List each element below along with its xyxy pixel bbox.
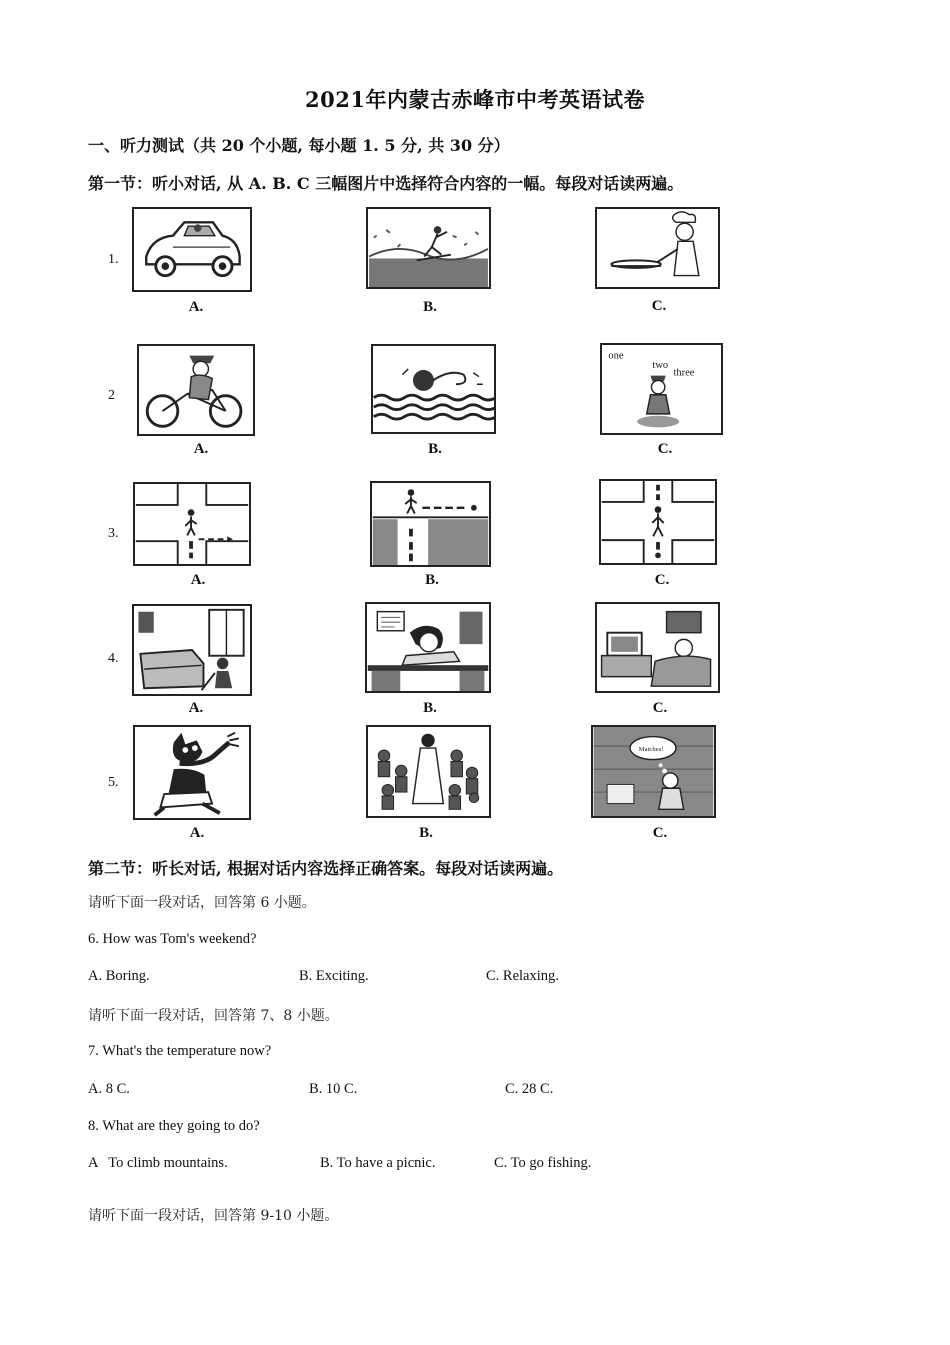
- instruction-q9-10: 请听下面一段对话，回答第 9-10 小题。: [88, 1208, 339, 1224]
- option-label: C.: [654, 572, 670, 588]
- watching-tv-picture[interactable]: [595, 602, 720, 693]
- dancing-picture[interactable]: [600, 343, 723, 435]
- thinking-person-picture[interactable]: [591, 725, 716, 818]
- option-label: A.: [189, 825, 205, 841]
- question-6: 6. How was Tom's weekend?: [88, 931, 257, 947]
- q8-option-c[interactable]: C. To go fishing.: [494, 1155, 592, 1171]
- q7-option-c[interactable]: C. 28 C.: [505, 1081, 554, 1097]
- option-label: C.: [652, 825, 668, 841]
- swimming-picture[interactable]: [371, 344, 496, 434]
- row-number: 3.: [108, 526, 119, 541]
- option-label: B.: [419, 825, 433, 841]
- snow-white-dwarfs-picture[interactable]: [366, 725, 491, 818]
- car-picture[interactable]: [132, 207, 252, 292]
- question-8: 8. What are they going to do?: [88, 1118, 260, 1134]
- q7-option-b[interactable]: B. 10 C.: [309, 1081, 358, 1097]
- row-number: 1.: [108, 252, 119, 267]
- option-label: B.: [423, 299, 437, 315]
- option-label: B.: [425, 572, 439, 588]
- q7-option-a[interactable]: A. 8 C.: [88, 1081, 130, 1097]
- instruction-q7-8: 请听下面一段对话，回答第 7、8 小题。: [88, 1008, 339, 1024]
- section2-instruction: 第二节：听长对话, 根据对话内容选择正确答案。每段对话读两遍。: [88, 859, 564, 878]
- option-label: C.: [657, 441, 673, 457]
- t-junction-picture[interactable]: [370, 481, 491, 567]
- q8-option-b[interactable]: B. To have a picnic.: [320, 1155, 436, 1171]
- section1-instruction: 第一节：听小对话, 从 A. B. C 三幅图片中选择符合内容的一幅。每段对话读两遍。: [88, 174, 684, 193]
- snow-skiing-picture[interactable]: [366, 207, 491, 289]
- option-label: A.: [188, 700, 204, 716]
- speech-three: three: [673, 367, 695, 379]
- q6-option-b[interactable]: B. Exciting.: [299, 968, 369, 984]
- speech-two: two: [652, 359, 669, 371]
- question-7: 7. What's the temperature now?: [88, 1043, 272, 1059]
- q8-option-a[interactable]: A To climb mountains.: [88, 1155, 228, 1171]
- option-label: B.: [428, 441, 442, 457]
- part-heading: 一、听力测试（共 20 个小题, 每小题 1. 5 分, 共 30 分）: [88, 136, 510, 155]
- row-number: 4.: [108, 651, 119, 666]
- q6-option-c[interactable]: C. Relaxing.: [486, 968, 559, 984]
- crossroad-turn-right-picture[interactable]: [133, 482, 251, 566]
- speech-matches: Matches!: [638, 745, 664, 753]
- speech-one: one: [608, 350, 624, 362]
- row-number: 2: [108, 388, 115, 403]
- q6-option-a[interactable]: A. Boring.: [88, 968, 150, 984]
- option-label: C.: [651, 298, 667, 314]
- cooking-picture[interactable]: [595, 207, 720, 289]
- option-label: B.: [423, 700, 437, 716]
- option-label: A.: [188, 299, 204, 315]
- studying-at-desk-picture[interactable]: [365, 602, 491, 693]
- page-title: 2021年内蒙古赤峰市中考英语试卷: [305, 87, 645, 112]
- row-number: 5.: [108, 775, 119, 790]
- option-label: A.: [190, 572, 206, 588]
- cycling-picture[interactable]: [137, 344, 255, 436]
- instruction-q6: 请听下面一段对话，回答第 6 小题。: [88, 895, 316, 911]
- cleaning-room-picture[interactable]: [132, 604, 252, 696]
- option-label: C.: [652, 700, 668, 716]
- crossroad-straight-picture[interactable]: [599, 479, 717, 565]
- cartoon-cat-picture[interactable]: [133, 725, 251, 820]
- option-label: A.: [193, 441, 209, 457]
